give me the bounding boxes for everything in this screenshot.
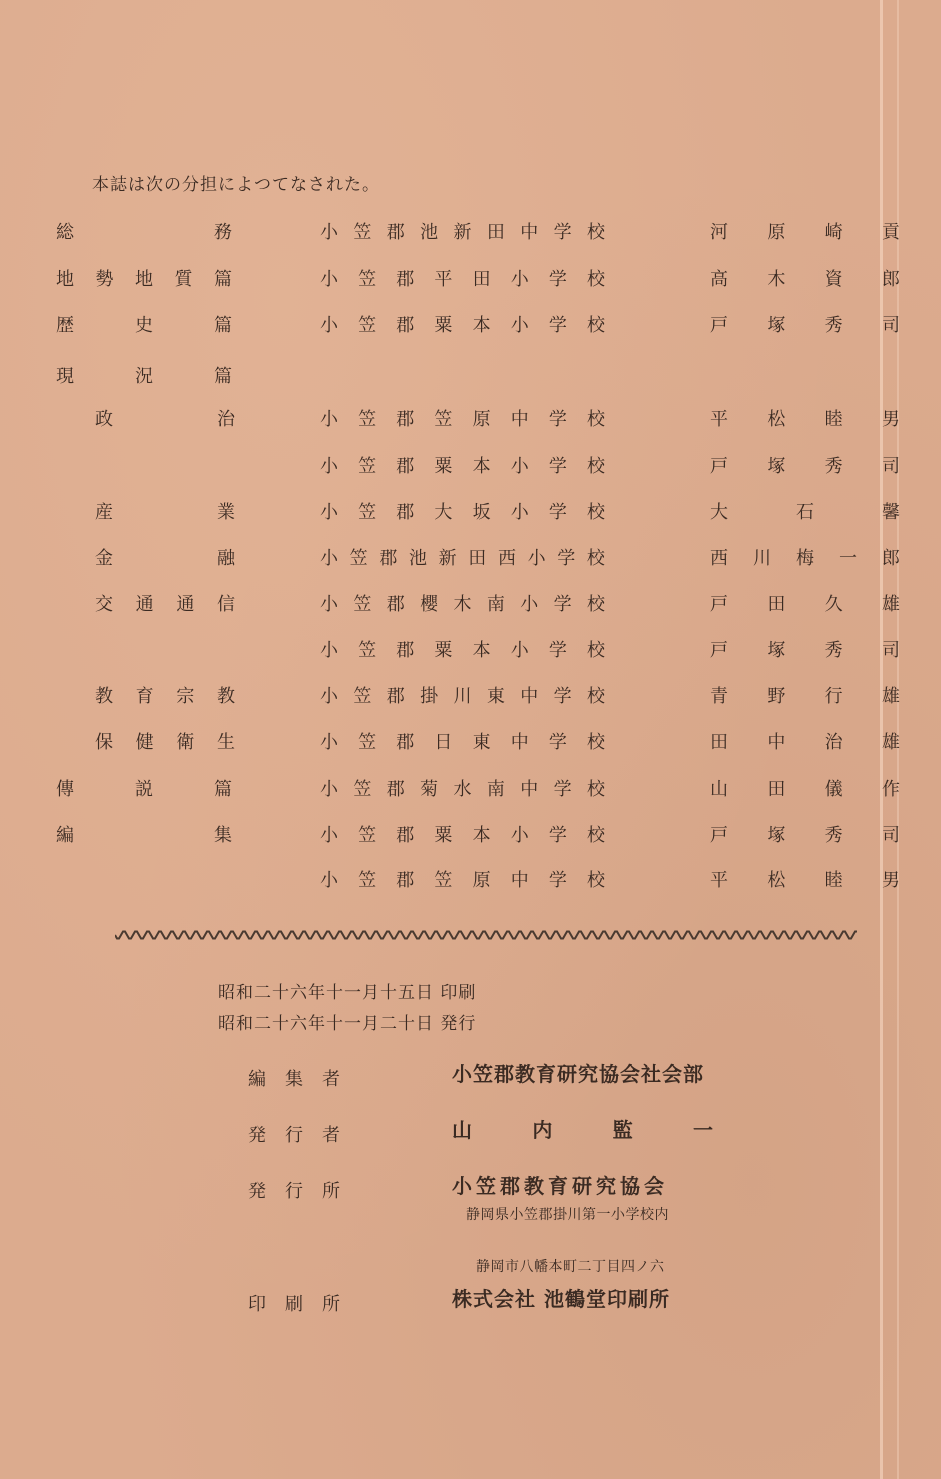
staff-row xyxy=(0,866,941,896)
person-name: 戸 塚 秀 司 xyxy=(710,640,900,661)
school-name: 小 笠 郡 池 新 田 西 小 学 校 xyxy=(320,548,605,569)
person-name: 高 木 資 郎 xyxy=(710,269,900,290)
office-address: 静岡県小笠郡掛川第一小学校内 xyxy=(466,1207,669,1223)
printer-name: 株式会社 池鶴堂印刷所 xyxy=(452,1287,670,1311)
school-name: 小 笠 郡 笠 原 中 学 校 xyxy=(320,409,605,430)
section-label: 傳 説 篇 xyxy=(56,779,232,800)
school-name: 小 笠 郡 日 東 中 学 校 xyxy=(320,732,605,753)
person-name: 戸 塚 秀 司 xyxy=(710,315,900,336)
editor-name: 小笠郡教育研究協会社会部 xyxy=(452,1062,704,1086)
wavy-divider xyxy=(115,925,857,945)
staff-row xyxy=(0,218,941,248)
section-label: 産 業 xyxy=(95,502,235,523)
person-name: 山 田 儀 作 xyxy=(710,779,900,800)
staff-row xyxy=(0,682,941,712)
staff-row xyxy=(0,636,941,666)
person-name: 大 石 馨 xyxy=(710,502,900,523)
school-name: 小 笠 郡 池 新 田 中 学 校 xyxy=(320,222,605,243)
print-date: 昭和二十六年十一月十五日 印刷 xyxy=(218,983,477,1003)
person-name: 田 中 治 雄 xyxy=(710,732,900,753)
school-name: 小 笠 郡 笠 原 中 学 校 xyxy=(320,870,605,891)
school-name: 小 笠 郡 粟 本 小 学 校 xyxy=(320,456,605,477)
staff-row xyxy=(0,265,941,295)
section-label: 地 勢 地 質 篇 xyxy=(56,269,232,290)
person-name: 戸 田 久 雄 xyxy=(710,594,900,615)
school-name: 小 笠 郡 粟 本 小 学 校 xyxy=(320,825,605,846)
person-name: 戸 塚 秀 司 xyxy=(710,456,900,477)
school-name: 小 笠 郡 掛 川 東 中 学 校 xyxy=(320,686,605,707)
school-name: 小 笠 郡 粟 本 小 学 校 xyxy=(320,315,605,336)
publish-date: 昭和二十六年十一月二十日 発行 xyxy=(218,1014,477,1034)
printer-address: 静岡市八幡本町二丁目四ノ六 xyxy=(476,1259,665,1275)
school-name: 小 笠 郡 平 田 小 学 校 xyxy=(320,269,605,290)
section-label: 保 健 衛 生 xyxy=(95,732,235,753)
office-name: 小笠郡教育研究協会 xyxy=(452,1174,668,1198)
person-name: 西 川 梅 一 郎 xyxy=(710,548,900,569)
staff-row xyxy=(0,498,941,528)
school-name: 小 笠 郡 櫻 木 南 小 学 校 xyxy=(320,594,605,615)
staff-row xyxy=(0,311,941,341)
publisher-name: 山 内 監 一 xyxy=(452,1118,714,1142)
staff-row xyxy=(0,728,941,758)
section-label: 編 集 xyxy=(56,825,232,846)
section-label: 歴 史 篇 xyxy=(56,315,232,336)
school-name: 小 笠 郡 菊 水 南 中 学 校 xyxy=(320,779,605,800)
person-name: 青 野 行 雄 xyxy=(710,686,900,707)
office-label: 発 行 所 xyxy=(248,1181,340,1202)
staff-row xyxy=(0,775,941,805)
section-label: 政 治 xyxy=(95,409,235,430)
school-name: 小 笠 郡 粟 本 小 学 校 xyxy=(320,640,605,661)
publisher-label: 発 行 者 xyxy=(248,1125,340,1146)
section-label: 金 融 xyxy=(95,548,235,569)
person-name: 平 松 睦 男 xyxy=(710,409,900,430)
staff-row xyxy=(0,821,941,851)
staff-row xyxy=(0,544,941,574)
staff-row xyxy=(0,405,941,435)
intro-text: 本誌は次の分担によつてなされた。 xyxy=(92,175,380,195)
school-name: 小 笠 郡 大 坂 小 学 校 xyxy=(320,502,605,523)
section-label: 交 通 通 信 xyxy=(95,594,235,615)
section-label: 総 務 xyxy=(56,222,232,243)
section-label: 現 況 篇 xyxy=(56,366,232,387)
person-name: 河 原 崎 貢 xyxy=(710,222,900,243)
person-name: 戸 塚 秀 司 xyxy=(710,825,900,846)
printer-label: 印 刷 所 xyxy=(248,1294,340,1315)
staff-row xyxy=(0,590,941,620)
staff-row xyxy=(0,362,941,392)
section-label: 教 育 宗 教 xyxy=(95,686,235,707)
person-name: 平 松 睦 男 xyxy=(710,870,900,891)
staff-row xyxy=(0,452,941,482)
editor-label: 編 集 者 xyxy=(248,1069,340,1090)
